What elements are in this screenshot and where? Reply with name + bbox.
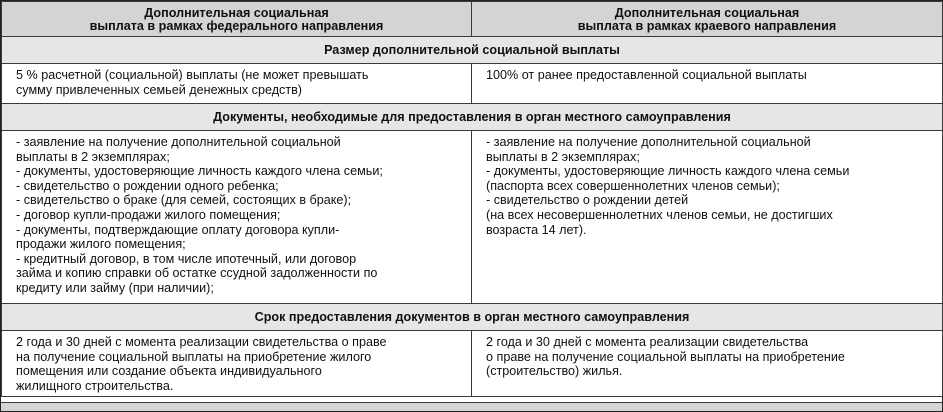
section-title-docs: Документы, необходимые для предоставления в орган местного самоуправления: [2, 104, 943, 131]
federal-column-header: Дополнительная социальная выплата в рамках федерального направления: [2, 2, 472, 37]
section-docs-row: [2, 104, 943, 131]
regional-column-header: Дополнительная социальная выплата в рамках краевого направления: [472, 2, 943, 37]
table-row-docs: [2, 131, 943, 304]
comparison-table: [1, 1, 943, 397]
section-title-term: Срок предоставления документов в орган местного самоуправления: [2, 304, 943, 331]
section-title-size: Размер дополнительной социальной выплаты: [2, 37, 943, 64]
section-term-row: [2, 304, 943, 331]
federal-docs-cell: - заявление на получение дополнительной социальной выплаты в 2 экземплярах; - документы, удостоверяющие личность каждого члена семьи; - свидетельство о рождении одного ребенка; - свидетельство о браке (для семей, состоящих в браке); - договор купли-продажи жилого помещения; - документы, подтверждающие оплату договора купли- продажи жилого помещения; - кредитный договор, в том числе ипотечный, или договор займа и копию справки об остатке ссудной задолженности по кредиту или займу (при наличии);: [2, 131, 472, 304]
section-size-row: [2, 37, 943, 64]
table-header-row: [2, 2, 943, 37]
table-row-size: [2, 64, 943, 104]
regional-term-cell: 2 года и 30 дней с момента реализации свидетельства о праве на получение социальной выплаты на приобретение (строительство) жилья.: [472, 331, 943, 397]
regional-docs-cell: - заявление на получение дополнительной социальной выплаты в 2 экземплярах; - документы, удостоверяющие личность каждого члена семьи (паспорта всех совершеннолетних членов семьи); - свидетельство о рождении детей (на всех несовершеннолетних членов семьи, не достигших возраста 14 лет).: [472, 131, 943, 304]
federal-size-cell: 5 % расчетной (социальной) выплаты (не может превышать сумму привлеченных семьей денежных средств): [2, 64, 472, 104]
table-bottom-bar: [1, 402, 942, 411]
federal-term-cell: 2 года и 30 дней с момента реализации свидетельства о праве на получение социальной выплаты на приобретение жилого помещения или создание объекта индивидуального жилищного строительства.: [2, 331, 472, 397]
table-row-term: [2, 331, 943, 397]
regional-size-cell: 100% от ранее предоставленной социальной выплаты: [472, 64, 943, 104]
